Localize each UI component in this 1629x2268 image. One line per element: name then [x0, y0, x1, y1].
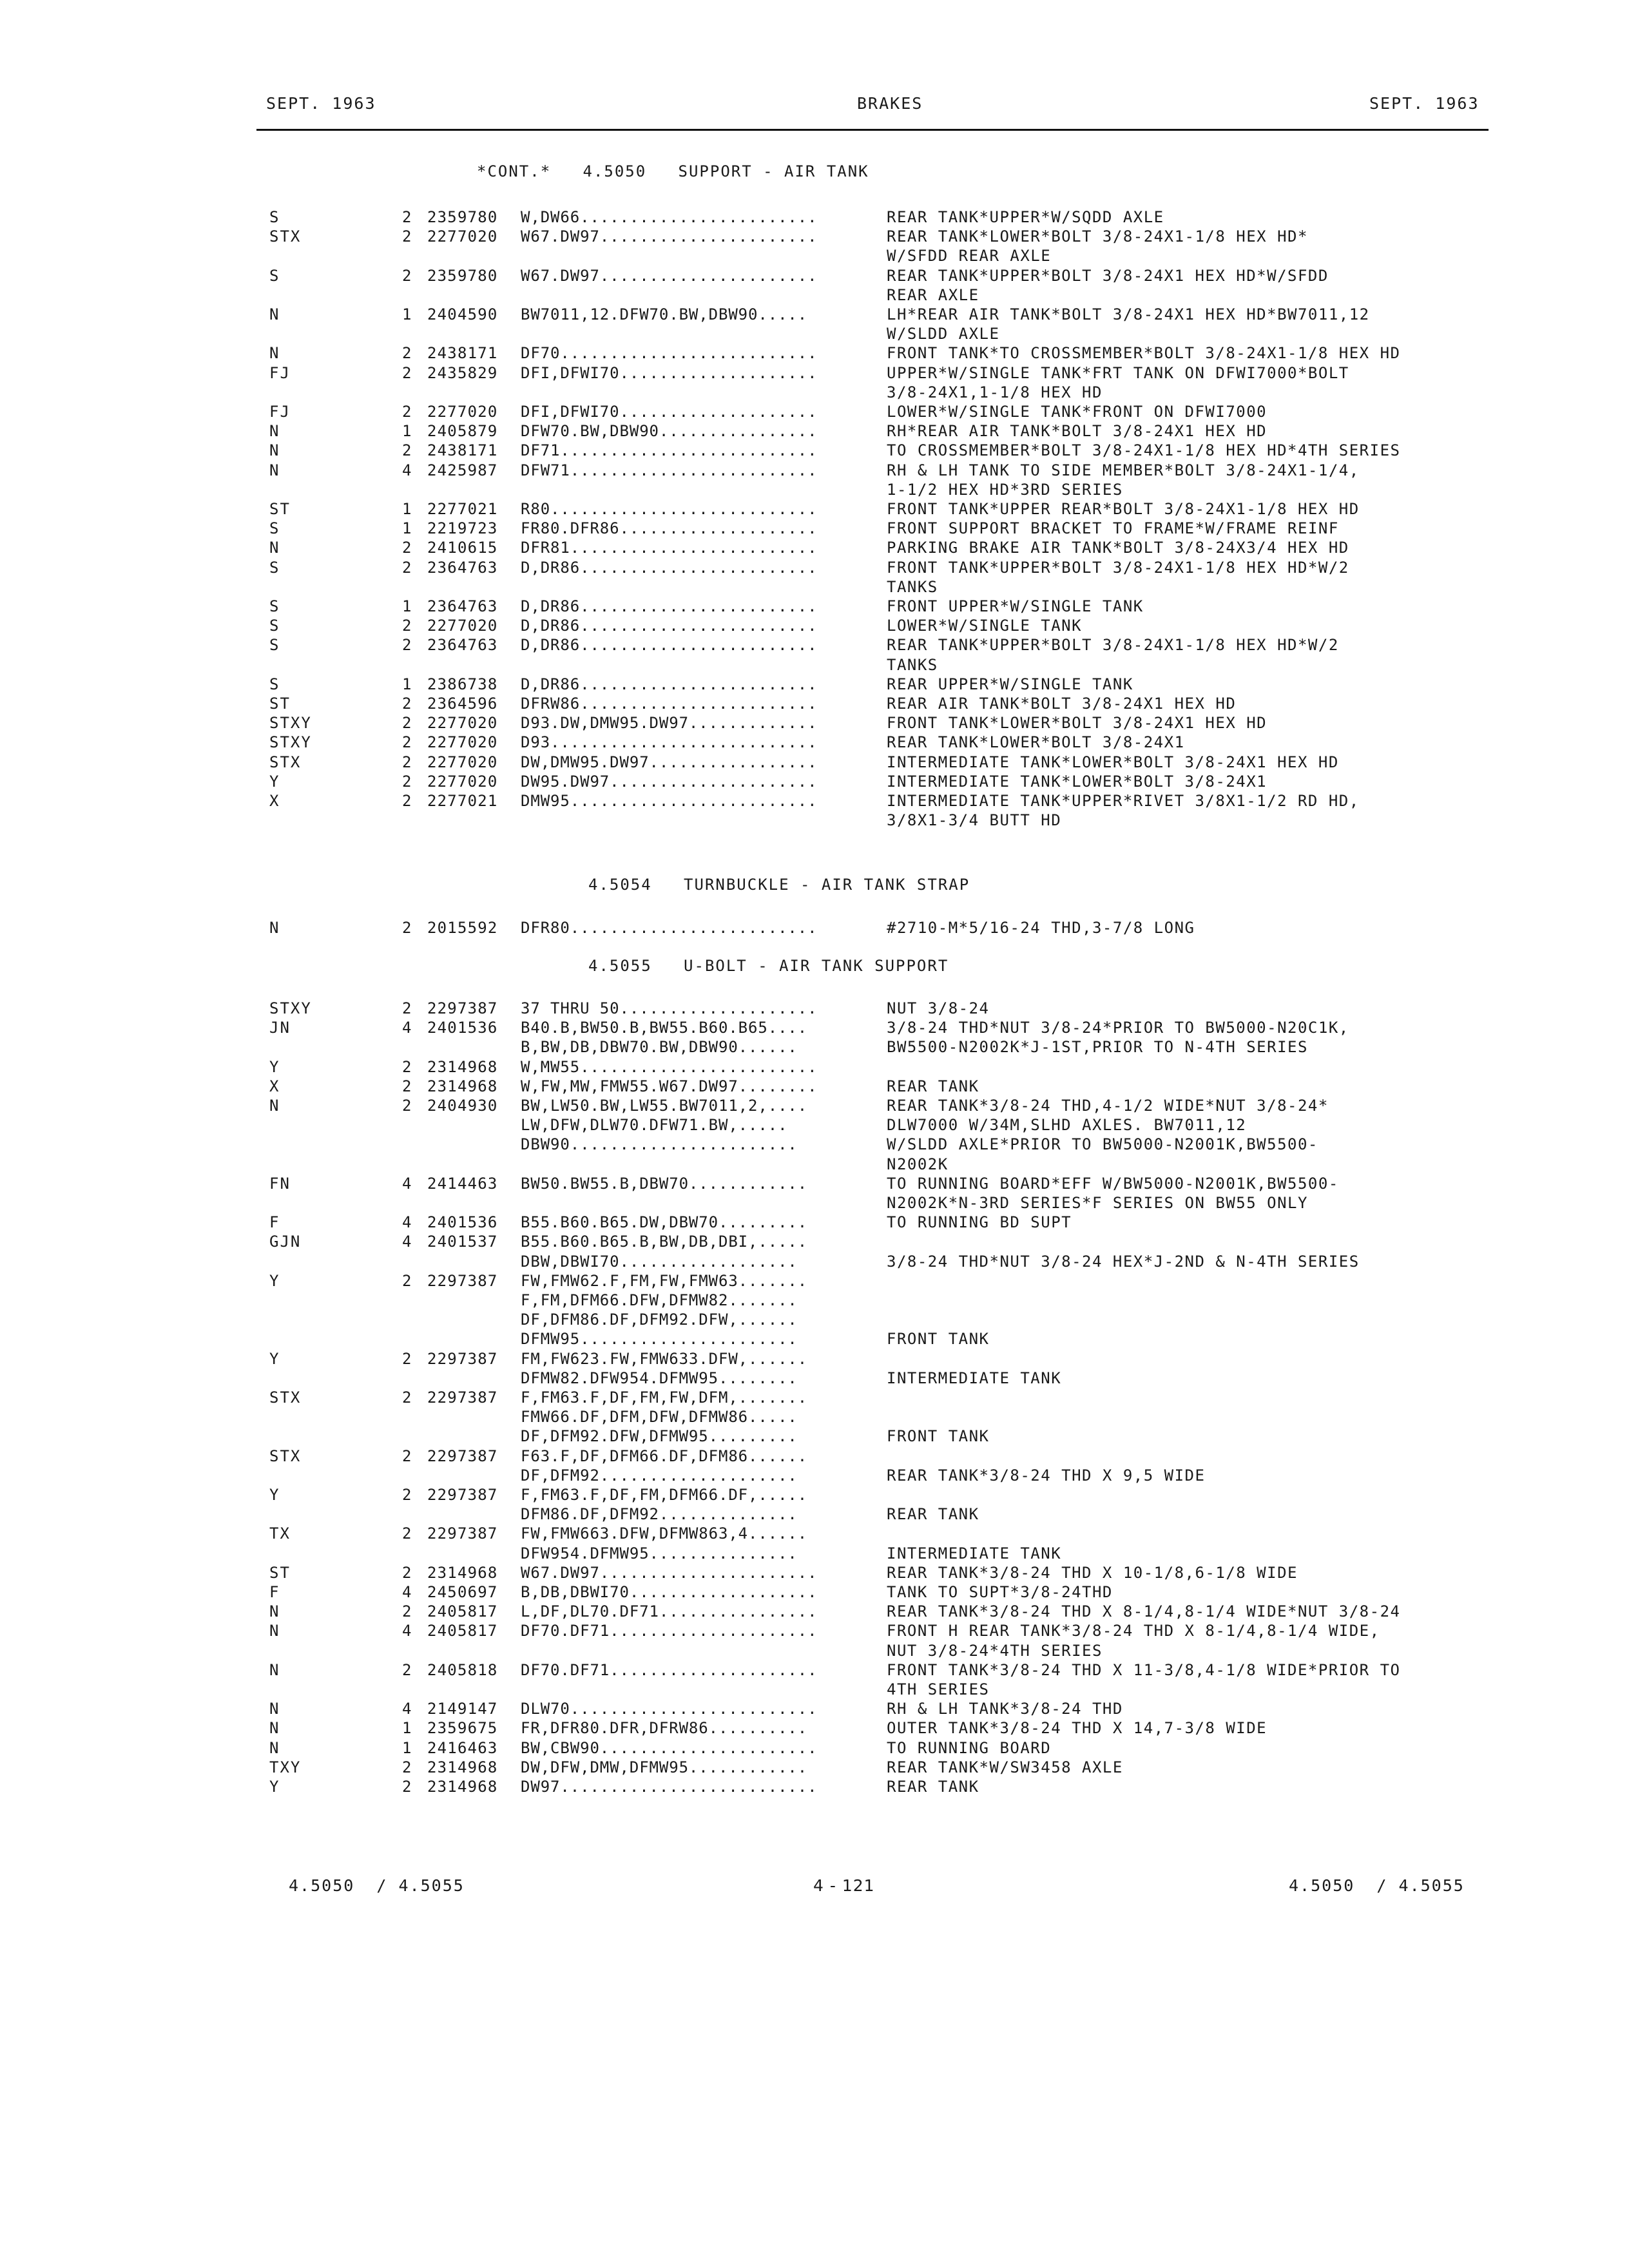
part-description: N2002K [887, 1155, 949, 1173]
model-list: DFR81......................... [521, 539, 818, 557]
part-description: REAR TANK [887, 1778, 979, 1796]
part-description: W/SLDD AXLE [887, 325, 1000, 343]
part-description: W/SLDD AXLE*PRIOR TO BW5000-N2001K,BW5500- [887, 1135, 1318, 1154]
quantity: 2 [402, 227, 412, 246]
part-description: LOWER*W/SINGLE TANK [887, 617, 1083, 635]
series-code: Y [269, 772, 280, 791]
model-list-continued: DF,DFM92.................... [521, 1466, 798, 1485]
series-code: S [269, 597, 280, 615]
quantity: 4 [402, 1583, 412, 1601]
series-code: S [269, 519, 280, 538]
quantity: 2 [402, 1446, 412, 1465]
series-code: S [269, 266, 280, 285]
quantity: 2 [402, 636, 412, 655]
quantity: 4 [402, 461, 412, 479]
part-description: REAR TANK*LOWER*BOLT 3/8-24X1 [887, 733, 1185, 752]
part-description: FRONT TANK*3/8-24 THD X 11-3/8,4-1/8 WIDE*PRIOR TO [887, 1660, 1401, 1679]
part-description: FRONT TANK*LOWER*BOLT 3/8-24X1 HEX HD [887, 714, 1268, 733]
part-number: 2277020 [427, 403, 498, 421]
quantity: 2 [402, 1563, 412, 1582]
part-description: FRONT TANK [887, 1427, 990, 1446]
model-list: DFR80......................... [521, 919, 818, 937]
model-list: W67.DW97...................... [521, 1563, 818, 1582]
model-list-continued: DFMW95...................... [521, 1330, 798, 1349]
quantity: 1 [402, 519, 412, 538]
part-number: 2405817 [427, 1602, 498, 1621]
model-list: BW,LW50.BW,LW55.BW7011,2,.... [521, 1097, 808, 1115]
page-number: 4 - 121 [813, 1876, 875, 1895]
footer-range-right: 4.5050 / 4.5055 [1289, 1876, 1465, 1895]
quantity: 2 [402, 266, 412, 285]
quantity: 2 [402, 539, 412, 557]
model-list: D,DR86........................ [521, 675, 818, 693]
model-list: F,FM63.F,DF,FM,DFM66.DF,..... [521, 1486, 808, 1504]
part-number: 2404590 [427, 305, 498, 323]
part-description: PARKING BRAKE AIR TANK*BOLT 3/8-24X3/4 HEX HD [887, 539, 1349, 557]
series-code: STX [269, 1389, 302, 1407]
part-number: 2277020 [427, 772, 498, 791]
model-list: BW,CBW90...................... [521, 1738, 818, 1757]
model-list: DW,DMW95.DW97................. [521, 753, 818, 771]
part-number: 2364596 [427, 695, 498, 713]
part-description: TANKS [887, 577, 938, 596]
model-list: DFW71......................... [521, 461, 818, 479]
model-list: FR80.DFR86.................... [521, 519, 818, 538]
quantity: 2 [402, 1057, 412, 1076]
part-description: REAR TANK*W/SW3458 AXLE [887, 1758, 1123, 1776]
quantity: 2 [402, 403, 412, 421]
model-list: DMW95......................... [521, 792, 818, 810]
part-description: RH & LH TANK TO SIDE MEMBER*BOLT 3/8-24X1-1/4, [887, 461, 1360, 479]
part-description: 3/8-24X1,1-1/8 HEX HD [887, 383, 1103, 401]
quantity: 2 [402, 1349, 412, 1368]
part-description: LH*REAR AIR TANK*BOLT 3/8-24X1 HEX HD*BW7011,12 [887, 305, 1370, 323]
quantity: 4 [402, 1213, 412, 1232]
part-description: LOWER*W/SINGLE TANK*FRONT ON DFWI7000 [887, 403, 1268, 421]
series-code: FJ [269, 363, 291, 382]
part-description: TO RUNNING BOARD*EFF W/BW5000-N2001K,BW5500- [887, 1174, 1339, 1193]
series-code: N [269, 919, 280, 937]
model-list: D,DR86........................ [521, 597, 818, 615]
model-list: B,DB,DBWI70................... [521, 1583, 818, 1601]
model-list: DFRW86........................ [521, 695, 818, 713]
section-title: *CONT.* 4.5050 SUPPORT - AIR TANK [477, 162, 869, 180]
part-number: 2314968 [427, 1758, 498, 1776]
series-code: F [269, 1213, 280, 1232]
quantity: 2 [402, 1271, 412, 1290]
model-list: W,DW66........................ [521, 208, 818, 226]
model-list: FW,FMW663.DFW,DFMW863,4...... [521, 1524, 808, 1543]
quantity: 2 [402, 617, 412, 635]
model-list: DF71.......................... [521, 441, 818, 460]
part-number: 2277021 [427, 792, 498, 810]
quantity: 2 [402, 1660, 412, 1679]
part-description: REAR TANK*UPPER*BOLT 3/8-24X1 HEX HD*W/SFDD [887, 266, 1329, 285]
series-code: GJN [269, 1233, 302, 1251]
part-number: 2297387 [427, 1389, 498, 1407]
footer-range-left: 4.5050 / 4.5055 [289, 1876, 465, 1895]
model-list: 37 THRU 50.................... [521, 999, 818, 1017]
part-number: 2297387 [427, 1446, 498, 1465]
part-number: 2359675 [427, 1719, 498, 1738]
part-number: 2438171 [427, 344, 498, 363]
part-number: 2277020 [427, 714, 498, 733]
series-code: S [269, 208, 280, 226]
model-list: F,FM63.F,DF,FM,FW,DFM,....... [521, 1389, 808, 1407]
part-number: 2405818 [427, 1660, 498, 1679]
part-description: UPPER*W/SINGLE TANK*FRT TANK ON DFWI7000*BOLT [887, 363, 1349, 382]
model-list: R80........................... [521, 500, 818, 518]
series-code: Y [269, 1778, 280, 1796]
part-number: 2401537 [427, 1233, 498, 1251]
series-code: FJ [269, 403, 291, 421]
part-description: FRONT SUPPORT BRACKET TO FRAME*W/FRAME REINF [887, 519, 1339, 538]
series-code: N [269, 539, 280, 557]
model-list-continued: DBW90....................... [521, 1135, 798, 1154]
model-list: BW50.BW55.B,DBW70............ [521, 1174, 808, 1193]
header-date-left: SEPT. 1963 [266, 94, 376, 113]
model-list: DW,DFW,DMW,DFMW95............ [521, 1758, 808, 1776]
part-number: 2015592 [427, 919, 498, 937]
model-list: B55.B60.B65.DW,DBW70......... [521, 1213, 808, 1232]
series-code: STXY [269, 999, 312, 1017]
part-description: TANKS [887, 655, 938, 674]
part-description: 3/8-24 THD*NUT 3/8-24*PRIOR TO BW5000-N20C1K, [887, 1019, 1349, 1037]
model-list: DW95.DW97..................... [521, 772, 818, 791]
series-code: N [269, 1097, 280, 1115]
model-list-continued: F,FM,DFM66.DFW,DFMW82....... [521, 1291, 798, 1309]
part-number: 2414463 [427, 1174, 498, 1193]
quantity: 4 [402, 1019, 412, 1037]
quantity: 4 [402, 1622, 412, 1640]
model-list-continued: DFMW82.DFW954.DFMW95........ [521, 1369, 798, 1387]
series-code: STX [269, 753, 302, 771]
model-list: DF70.DF71..................... [521, 1622, 818, 1640]
model-list: FW,FMW62.F,FM,FW,FMW63....... [521, 1271, 808, 1290]
model-list-continued: FMW66.DF,DFM,DFW,DFMW86..... [521, 1408, 798, 1427]
quantity: 2 [402, 441, 412, 460]
part-description: REAR TANK*3/8-24 THD X 9,5 WIDE [887, 1466, 1206, 1485]
part-number: 2149147 [427, 1700, 498, 1718]
part-number: 2438171 [427, 441, 498, 460]
model-list-continued: DF,DFM86.DF,DFM92.DFW,...... [521, 1311, 798, 1329]
model-list: DLW70......................... [521, 1700, 818, 1718]
part-description: INTERMEDIATE TANK*LOWER*BOLT 3/8-24X1 [887, 772, 1268, 791]
part-description: REAR AXLE [887, 285, 979, 304]
quantity: 2 [402, 1097, 412, 1115]
header-section-title: BRAKES [857, 94, 923, 113]
part-description: FRONT TANK*UPPER*BOLT 3/8-24X1-1/8 HEX HD*W/2 [887, 558, 1349, 577]
series-code: X [269, 1077, 280, 1095]
model-list: W,MW55........................ [521, 1057, 818, 1076]
quantity: 2 [402, 714, 412, 733]
part-description: REAR TANK*UPPER*BOLT 3/8-24X1-1/8 HEX HD*W/2 [887, 636, 1339, 655]
model-list: D93.DW,DMW95.DW97............. [521, 714, 818, 733]
quantity: 4 [402, 1174, 412, 1193]
part-number: 2359780 [427, 266, 498, 285]
series-code: FN [269, 1174, 291, 1193]
quantity: 2 [402, 1778, 412, 1796]
part-number: 2277020 [427, 733, 498, 752]
part-number: 2416463 [427, 1738, 498, 1757]
series-code: Y [269, 1486, 280, 1504]
model-list-continued: LW,DFW,DLW70.DFW71.BW,..... [521, 1116, 788, 1135]
part-number: 2314968 [427, 1077, 498, 1095]
part-number: 2364763 [427, 636, 498, 655]
part-number: 2314968 [427, 1057, 498, 1076]
part-description: BW5500-N2002K*J-1ST,PRIOR TO N-4TH SERIES [887, 1038, 1308, 1057]
part-description: FRONT TANK [887, 1330, 990, 1349]
model-list: DF70.......................... [521, 344, 818, 363]
part-description: DLW7000 W/34M,SLHD AXLES. BW7011,12 [887, 1116, 1247, 1135]
model-list: DFI,DFWI70.................... [521, 403, 818, 421]
part-number: 2386738 [427, 675, 498, 693]
quantity: 1 [402, 422, 412, 441]
quantity: 1 [402, 675, 412, 693]
part-description: 1-1/2 HEX HD*3RD SERIES [887, 480, 1123, 499]
part-number: 2450697 [427, 1583, 498, 1601]
series-code: Y [269, 1349, 280, 1368]
quantity: 2 [402, 999, 412, 1017]
part-description: RH & LH TANK*3/8-24 THD [887, 1700, 1123, 1718]
series-code: N [269, 344, 280, 363]
section-title: 4.5054 TURNBUCKLE - AIR TANK STRAP [588, 876, 970, 894]
part-description: TO RUNNING BOARD [887, 1738, 1052, 1757]
series-code: Y [269, 1057, 280, 1076]
model-list: W,FW,MW,FMW55.W67.DW97........ [521, 1077, 818, 1095]
series-code: N [269, 305, 280, 323]
quantity: 2 [402, 363, 412, 382]
part-number: 2314968 [427, 1563, 498, 1582]
model-list: B55.B60.B65.B,BW,DB,DBI,..... [521, 1233, 808, 1251]
part-description: FRONT H REAR TANK*3/8-24 THD X 8-1/4,8-1/4 WIDE, [887, 1622, 1380, 1640]
part-description: REAR TANK*3/8-24 THD,4-1/2 WIDE*NUT 3/8-24* [887, 1097, 1329, 1115]
part-number: 2404930 [427, 1097, 498, 1115]
series-code: JN [269, 1019, 291, 1037]
part-description: FRONT UPPER*W/SINGLE TANK [887, 597, 1144, 615]
part-number: 2401536 [427, 1213, 498, 1232]
model-list: D,DR86........................ [521, 636, 818, 655]
part-description: REAR TANK [887, 1077, 979, 1095]
part-number: 2277020 [427, 617, 498, 635]
series-code: STX [269, 227, 302, 246]
part-number: 2364763 [427, 558, 498, 577]
model-list-continued: DBW,DBWI70.................. [521, 1252, 798, 1271]
part-number: 2314968 [427, 1778, 498, 1796]
series-code: N [269, 1602, 280, 1621]
part-description: N2002K*N-3RD SERIES*F SERIES ON BW55 ONLY [887, 1194, 1308, 1212]
part-number: 2364763 [427, 597, 498, 615]
model-list: L,DF,DL70.DF71................ [521, 1602, 818, 1621]
part-description: NUT 3/8-24*4TH SERIES [887, 1641, 1103, 1660]
quantity: 2 [402, 1524, 412, 1543]
model-list: D93........................... [521, 733, 818, 752]
series-code: N [269, 422, 280, 441]
part-description: NUT 3/8-24 [887, 999, 990, 1017]
series-code: N [269, 1719, 280, 1738]
part-number: 2219723 [427, 519, 498, 538]
part-description: OUTER TANK*3/8-24 THD X 14,7-3/8 WIDE [887, 1719, 1268, 1738]
part-number: 2359780 [427, 208, 498, 226]
quantity: 2 [402, 208, 412, 226]
part-number: 2277021 [427, 500, 498, 518]
series-code: TX [269, 1524, 291, 1543]
model-list: D,DR86........................ [521, 617, 818, 635]
quantity: 2 [402, 919, 412, 937]
series-code: N [269, 1660, 280, 1679]
part-description: INTERMEDIATE TANK*LOWER*BOLT 3/8-24X1 HEX HD [887, 753, 1339, 771]
part-description: TO CROSSMEMBER*BOLT 3/8-24X1-1/8 HEX HD*4TH SERIES [887, 441, 1401, 460]
model-list: FR,DFR80.DFR,DFRW86.......... [521, 1719, 808, 1738]
quantity: 2 [402, 772, 412, 791]
quantity: 1 [402, 1719, 412, 1738]
part-description: TO RUNNING BD SUPT [887, 1213, 1072, 1232]
part-number: 2297387 [427, 999, 498, 1017]
part-number: 2405879 [427, 422, 498, 441]
part-description: FRONT TANK*UPPER REAR*BOLT 3/8-24X1-1/8 HEX HD [887, 500, 1360, 518]
series-code: TXY [269, 1758, 302, 1776]
series-code: X [269, 792, 280, 810]
part-description: REAR TANK*3/8-24 THD X 8-1/4,8-1/4 WIDE*NUT 3/8-24 [887, 1602, 1401, 1621]
quantity: 2 [402, 792, 412, 810]
part-description: INTERMEDIATE TANK [887, 1369, 1062, 1387]
series-code: N [269, 1622, 280, 1640]
part-description: REAR TANK*LOWER*BOLT 3/8-24X1-1/8 HEX HD* [887, 227, 1308, 246]
part-number: 2425987 [427, 461, 498, 479]
part-description: REAR TANK*UPPER*W/SQDD AXLE [887, 208, 1164, 226]
series-code: F [269, 1583, 280, 1601]
model-list-continued: B,BW,DB,DBW70.BW,DBW90...... [521, 1038, 798, 1057]
model-list-continued: DFW954.DFMW95............... [521, 1544, 798, 1562]
part-number: 2410615 [427, 539, 498, 557]
model-list: W67.DW97...................... [521, 266, 818, 285]
quantity: 2 [402, 733, 412, 752]
model-list: F63.F,DF,DFM66.DF,DFM86...... [521, 1446, 808, 1465]
series-code: STXY [269, 714, 312, 733]
model-list: D,DR86........................ [521, 558, 818, 577]
model-list: BW7011,12.DFW70.BW,DBW90..... [521, 305, 808, 323]
quantity: 4 [402, 1233, 412, 1251]
part-description: RH*REAR AIR TANK*BOLT 3/8-24X1 HEX HD [887, 422, 1268, 441]
series-code: S [269, 558, 280, 577]
part-number: 2277020 [427, 227, 498, 246]
series-code: N [269, 461, 280, 479]
series-code: S [269, 636, 280, 655]
model-list: DFI,DFWI70.................... [521, 363, 818, 382]
quantity: 2 [402, 695, 412, 713]
part-number: 2401536 [427, 1019, 498, 1037]
part-number: 2297387 [427, 1524, 498, 1543]
quantity: 2 [402, 753, 412, 771]
quantity: 2 [402, 1077, 412, 1095]
part-description: REAR AIR TANK*BOLT 3/8-24X1 HEX HD [887, 695, 1237, 713]
quantity: 1 [402, 305, 412, 323]
part-number: 2405817 [427, 1622, 498, 1640]
part-description: FRONT TANK*TO CROSSMEMBER*BOLT 3/8-24X1-1/8 HEX HD [887, 344, 1401, 363]
part-description: 3/8X1-3/4 BUTT HD [887, 811, 1062, 830]
part-number: 2297387 [427, 1349, 498, 1368]
part-description: TANK TO SUPT*3/8-24THD [887, 1583, 1113, 1601]
series-code: N [269, 1738, 280, 1757]
model-list: B40.B,BW50.B,BW55.B60.B65.... [521, 1019, 808, 1037]
part-description: REAR TANK*3/8-24 THD X 10-1/8,6-1/8 WIDE [887, 1563, 1298, 1582]
part-description: 4TH SERIES [887, 1680, 990, 1698]
header-divider [256, 129, 1489, 131]
part-description: INTERMEDIATE TANK*UPPER*RIVET 3/8X1-1/2 RD HD, [887, 792, 1360, 810]
quantity: 2 [402, 1758, 412, 1776]
part-number: 2435829 [427, 363, 498, 382]
part-number: 2297387 [427, 1271, 498, 1290]
model-list: DW97.......................... [521, 1778, 818, 1796]
part-description: REAR UPPER*W/SINGLE TANK [887, 675, 1133, 693]
series-code: STXY [269, 733, 312, 752]
model-list: DFW70.BW,DBW90................ [521, 422, 818, 441]
quantity: 2 [402, 558, 412, 577]
part-number: 2277020 [427, 753, 498, 771]
section-title: 4.5055 U-BOLT - AIR TANK SUPPORT [588, 957, 949, 975]
quantity: 2 [402, 1389, 412, 1407]
part-description: 3/8-24 THD*NUT 3/8-24 HEX*J-2ND & N-4TH SERIES [887, 1252, 1360, 1271]
series-code: N [269, 1700, 280, 1718]
part-description: REAR TANK [887, 1505, 979, 1524]
quantity: 1 [402, 1738, 412, 1757]
series-code: Y [269, 1271, 280, 1290]
series-code: ST [269, 695, 291, 713]
quantity: 2 [402, 1602, 412, 1621]
series-code: N [269, 441, 280, 460]
part-number: 2297387 [427, 1486, 498, 1504]
quantity: 4 [402, 1700, 412, 1718]
quantity: 1 [402, 500, 412, 518]
part-description: #2710-M*5/16-24 THD,3-7/8 LONG [887, 919, 1195, 937]
quantity: 2 [402, 344, 412, 363]
model-list-continued: DFM86.DF,DFM92.............. [521, 1505, 798, 1524]
header-date-right: SEPT. 1963 [1369, 94, 1480, 113]
quantity: 1 [402, 597, 412, 615]
part-description: W/SFDD REAR AXLE [887, 247, 1052, 265]
model-list: FM,FW623.FW,FMW633.DFW,...... [521, 1349, 808, 1368]
part-description: INTERMEDIATE TANK [887, 1544, 1062, 1562]
series-code: STX [269, 1446, 302, 1465]
series-code: ST [269, 500, 291, 518]
model-list: DF70.DF71..................... [521, 1660, 818, 1679]
quantity: 2 [402, 1486, 412, 1504]
model-list: W67.DW97...................... [521, 227, 818, 246]
series-code: ST [269, 1563, 291, 1582]
series-code: S [269, 675, 280, 693]
series-code: S [269, 617, 280, 635]
model-list-continued: DF,DFM92.DFW,DFMW95......... [521, 1427, 798, 1446]
